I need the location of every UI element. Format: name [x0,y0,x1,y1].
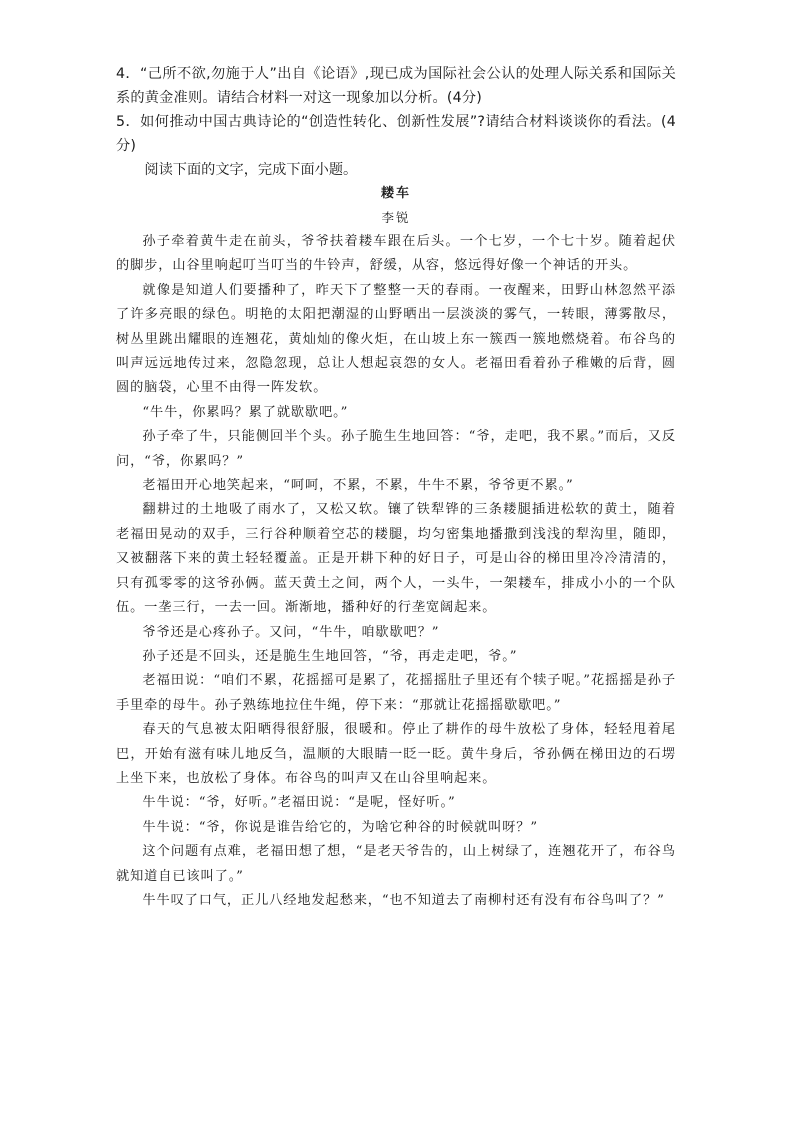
story-paragraph: 爷爷还是心疼孙子。又问，“牛牛，咱歇歇吧？” [142,624,440,640]
story-paragraph: 老福田说：“咱们不累，花摇摇可是累了，花摇摇肚子里还有个犊子呢。”花摇摇是孙子手里牵的母牛。孙子熟练地拉住牛绳，停下来：“那就让花摇摇歇歇吧。” [116,673,676,713]
story-paragraph: 这个问题有点难，老福田想了想，“是老天爷告的，山上树绿了，连翘花开了，布谷鸟就知道自已该叫了。” [116,844,676,884]
story-author: 李锐 [381,210,411,225]
story-paragraph: 牛牛说：“爷，你说是谁告给它的，为啥它种谷的时候就叫呀？” [142,819,539,835]
story-paragraph: 就像是知道人们要播种了，昨天下了整整一天的春雨。一夜醒来，田野山林忽然平添了许多亮眼的绿色。明艳的太阳把潮湿的山野晒出一层淡淡的雾气，一转眼，薄雾散尽，树丛里跳出耀眼的连翘花，黄灿灿的像火炬，在山坡上东一簇西一簇地燃烧着。布谷鸟的叫声远远地传过来，忽隐忽现，总让人想起哀怨的女人。老福田看着孙子稚嫩的后背，圆圆的脑袋，心里不由得一阵发软。 [116,282,676,396]
story-paragraph: 孙子牵着黄牛走在前头，爷爷扶着耧车跟在后头。一个七岁，一个七十岁。随着起伏的脚步，山谷里响起叮当叮当的牛铃声，舒缓，从容，悠远得好像一个神话的开头。 [116,234,676,274]
story-paragraph: 孙子牵了牛，只能侧回半个头。孙子脆生生地回答：“爷，走吧，我不累。”而后，又反问，“爷，你累吗？” [116,429,676,469]
story-body [116,230,676,913]
story-title: 耧车 [380,186,411,201]
story-paragraph: 牛牛叹了口气，正儿八经地发起愁来，“也不知道去了南柳村还有没有布谷鸟叫了？” [142,892,665,908]
story-paragraph: 牛牛说：“爷，好听。”老福田说：“是呢，怪好听。” [142,795,456,811]
story-paragraph: 孙子还是不回头，还是脆生生地回答，“爷，再走走吧，爷。” [142,648,518,664]
story-paragraph: 翻耕过的土地吸了雨水了，又松又软。镶了铁犁铧的三条耧腿插进松软的黄土，随着老福田晃动的双手，三行谷种顺着空芯的耧腿，均匀密集地播撒到浅浅的犁沟里，随即，又被翻落下来的黄土轻轻覆盖。正是开耕下种的好日子，可是山谷的梯田里冷冷清清的，只有孤零零的这爷孙俩。蓝天黄土之间，两个人，一头牛，一架耧车，排成小小的一个队伍。一垄三行，一去一回。渐渐地，播种好的行垄宽阔起来。 [116,502,676,616]
question-4: 4．“己所不欲,勿施于人”出自《论语》,现已成为国际社会公认的处理人际关系和国际关系的黄金准则。请结合材料一对这一现象加以分析。(4分) [116,66,676,106]
document-page [116,62,676,913]
question-5: 5．如何推动中国古典诗论的“创造性转化、创新性发展”?请结合材料谈谈你的看法。(4分) [116,114,676,154]
reading-instruction: 阅读下面的文字，完成下面小题。 [144,162,358,178]
story-paragraph: “牛牛，你累吗？累了就歇歇吧。” [142,404,349,420]
story-paragraph: 老福田开心地笑起来，“呵呵，不累，不累，牛牛不累，爷爷更不累。” [142,478,574,494]
story-paragraph: 春天的气息被太阳晒得很舒服，很暖和。停止了耕作的母牛放松了身体，轻轻甩着尾巴，开始有滋有味儿地反刍，温顺的大眼睛一眨一眨。黄牛身后，爷孙俩在梯田边的石塄上坐下来，也放松了身体。布谷鸟的叫声又在山谷里响起来。 [116,722,676,786]
